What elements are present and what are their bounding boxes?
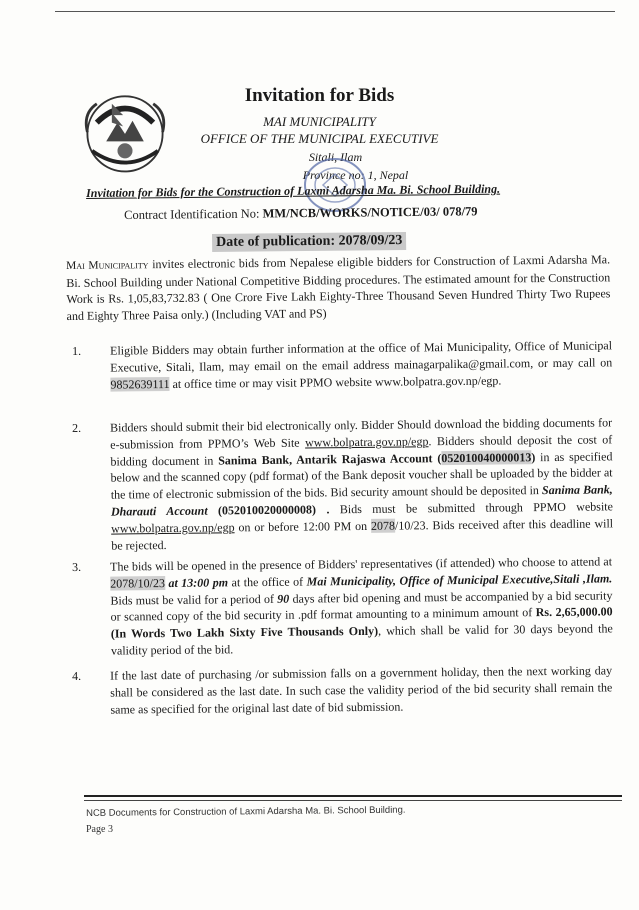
account-number: 052010040000013 <box>441 449 532 465</box>
province: Province no: 1, Nepal <box>302 168 409 182</box>
page-number: Page 3 <box>86 824 113 835</box>
item-text: at office time or may visit PPMO website www.bolpatra.gov.np/egp. <box>169 373 502 391</box>
item-text: Eligible Bidders may obtain further information at the office of Mai Municipality, Office of Municipal Executive, Sitali, Ilam, may email on the email address mainagarpalika@gmail.com, or may call on <box>110 338 613 375</box>
top-rule <box>55 11 615 12</box>
publication-date: Date of publication: 2078/09/23 <box>212 232 406 252</box>
page-title: Invitation for Bids <box>244 85 395 106</box>
item-text: . Bidders should deposit the cost of bidding document in <box>110 432 613 469</box>
office-name: OFFICE OF THE MUNICIPAL EXECUTIVE <box>200 131 439 146</box>
item-text: If the last date of purchasing /or submission falls on a government holiday, then the next working day shall be considered as the last date. In such case the validity period of the bid security shall remain the same as specified for the original last date of bid submission. <box>110 663 613 717</box>
ppmo-link[interactable]: www.bolpatra.gov.np/egp <box>111 520 235 536</box>
list-item <box>72 662 612 718</box>
intro-text: invites electronic bids from Nepalese eligible bidders for Construction of Laxmi Adarsha Ma. Bi. School Building under National Competitive Bidding procedures. The estimated amount for the Construction Work is Rs. 1,05,83,732.83 ( One Crore Five Lakh Eighty-Three Thousand Seven Hundred Thirty Two Rupees and Eighty Three Paisa only.) (Including VAT and PS) <box>66 252 611 323</box>
bid-security-amount: Rs. 2,65,000.00 (In Words Two Lakh Sixty Five Thousands Only) <box>110 604 613 641</box>
bank-name: ) <box>531 449 536 464</box>
intro-paragraph <box>66 251 611 324</box>
location: Sitali, Ilam <box>308 150 363 164</box>
item-number: 3. <box>72 559 82 574</box>
deadline-date: 2078 <box>370 518 396 533</box>
opening-date: 2078/10/23 <box>110 575 165 591</box>
office-address: Mai Municipality, Office of Municipal Executive,Sitali ,Ilam. <box>306 571 613 589</box>
list-item <box>72 553 613 659</box>
ppmo-link[interactable]: www.bolpatra.gov.np/egp <box>304 434 429 450</box>
item-text: days after bid opening and must be accompanied by a bid security or scanned copy of the bid security in .pdf format amounting to a minimum amount of <box>110 587 613 624</box>
footer-rule <box>84 800 622 801</box>
opening-time: at 13:00 pm <box>164 575 229 590</box>
account-number: (052010020000008) . <box>207 502 340 518</box>
contract-id <box>124 203 594 223</box>
footer-rule <box>84 795 622 797</box>
item-text: on or before 12:00 PM on <box>234 518 372 535</box>
item-number: 1. <box>72 343 82 358</box>
intro-lead: Mai Municipality <box>66 259 149 272</box>
item-text: Bids must be valid for a period of <box>110 591 278 608</box>
validity-days: 90 <box>277 591 290 606</box>
org-name: MAI MUNICIPALITY <box>263 114 376 129</box>
item-text: The bids will be opened in the presence of Bidders' representatives (if attended) who choose to attend at <box>110 554 613 574</box>
deadline-date: /10/23 <box>394 518 426 533</box>
item-text: Bids must be submitted through PPMO website <box>339 499 614 517</box>
bank-name: Sanima Bank, Antarik Rajaswa Account ( <box>218 450 442 468</box>
contract-number: MM/NCB/WORKS/NOTICE/03/ 078/79 <box>262 204 478 221</box>
item-text: , which shall be valid for 30 days beyond the validity period of the bid. <box>110 621 613 658</box>
item-text: at the office of <box>228 574 307 590</box>
item-text: Bidders should submit their bid electronically only. Bidder Should download the bidding documents for e-submission from PPMO’s Web Site <box>110 415 613 452</box>
notice-heading: Invitation for Bids for the Construction of Laxmi Adarsha Ma. Bi. School Building. <box>86 181 501 200</box>
item-text: . Bids received after this deadline will be rejected. <box>111 516 614 553</box>
contract-label: Contract Identification No: <box>124 206 263 222</box>
item-number: 2. <box>72 420 82 435</box>
item-number: 4. <box>72 668 82 683</box>
item-text: in as specified below and the scanned copy (pdf format) of the Bank deposit voucher shall be uploaded by the bidder at the time of electronic submission of the bids. Bid security amount should be deposited in <box>110 448 613 502</box>
bank-name: Sanima Bank, Dharauti Account <box>110 482 613 519</box>
phone-number: 9852639111 <box>110 376 170 392</box>
list-item <box>72 337 612 393</box>
footer-document-name: NCB Documents for Construction of Laxmi Adarsha Ma. Bi. School Building. <box>86 804 406 819</box>
list-item <box>72 414 613 554</box>
